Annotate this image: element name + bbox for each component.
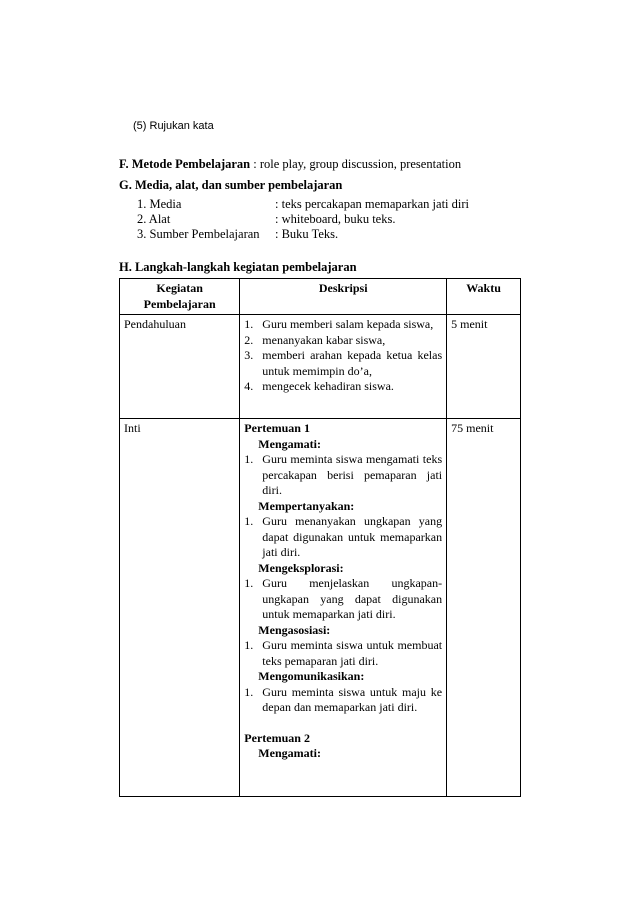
step-mengeksplorasi: Mengeksplorasi: [258, 560, 344, 575]
table-header-row [120, 279, 521, 315]
list-item: 1. Guru meminta siswa untuk maju ke depan dan memaparkan jati diri. [244, 684, 443, 714]
header-waktu: Waktu [447, 279, 521, 315]
section-h-title: H. Langkah-langkah kegiatan pembelajaran [119, 260, 357, 274]
row-pendahuluan-desc [240, 315, 447, 419]
section-g-item-label: 2. Alat [137, 212, 171, 226]
section-g-item-label: 3. Sumber Pembelajaran [137, 227, 260, 241]
step-mengomunikasikan: Mengomunikasikan: [258, 669, 365, 683]
section-g-item-label: 1. Media [137, 197, 182, 211]
kegiatan-table [119, 278, 521, 797]
list-item: 1. Guru menanyakan ungkapan yang dapat digunakan untuk memaparkan jati diri. [244, 514, 443, 559]
section-g-item-value: : Buku Teks. [275, 227, 339, 241]
pertemuan-1-title: Pertemuan 1 [244, 421, 310, 435]
step-mengamati-2: Mengamati: [258, 746, 321, 760]
list-item: 3. memberi arahan kepada ketua kelas untuk memimpin do’a, [244, 348, 443, 378]
section-g-title: G. Media, alat, dan sumber pembelajaran [119, 178, 343, 192]
step-mengasosiasi: Mengasosiasi: [258, 622, 331, 637]
step-mengamati: Mengamati: [258, 436, 321, 451]
section-g-item-value: : teks percakapan memaparkan jati diri [275, 197, 470, 211]
list-item: 4. mengecek kehadiran siswa. [244, 379, 394, 393]
row-pendahuluan-name: Pendahuluan [120, 315, 240, 419]
pertemuan-2-title: Pertemuan 2 [244, 730, 310, 745]
row-pendahuluan-waktu: 5 menit [447, 315, 521, 419]
table-row [120, 419, 521, 797]
list-item: 1. Guru memberi salam kepada siswa, [244, 317, 434, 331]
section-f-value: : role play, group discussion, presentation [250, 157, 462, 171]
section-g-item-value: : whiteboard, buku teks. [275, 212, 396, 226]
list-item: 1. Guru meminta siswa untuk membuat teks pemaparan jati diri. [244, 638, 443, 668]
header-kegiatan: Kegiatan Pembelajaran [120, 279, 240, 315]
row-inti-waktu: 75 menit [447, 419, 521, 797]
step-mempertanyakan: Mempertanyakan: [258, 498, 355, 513]
header-deskripsi: Deskripsi [240, 279, 447, 315]
row-inti-name: Inti [120, 419, 240, 797]
section-f [119, 157, 461, 172]
row-inti-desc [240, 419, 447, 797]
rujukan-kata: (5) Rujukan kata [133, 120, 214, 132]
list-item: 2. menanyakan kabar siswa, [244, 332, 386, 347]
list-item: 1. Guru meminta siswa mengamati teks percakapan berisi pemaparan jati diri. [244, 452, 443, 497]
section-f-label: F. Metode Pembelajaran [119, 157, 251, 171]
list-item: 1. Guru menjelaskan ungkapan-ungkapan yang dapat digunakan untuk memaparkan jati diri. [244, 576, 443, 621]
table-row [120, 315, 521, 419]
